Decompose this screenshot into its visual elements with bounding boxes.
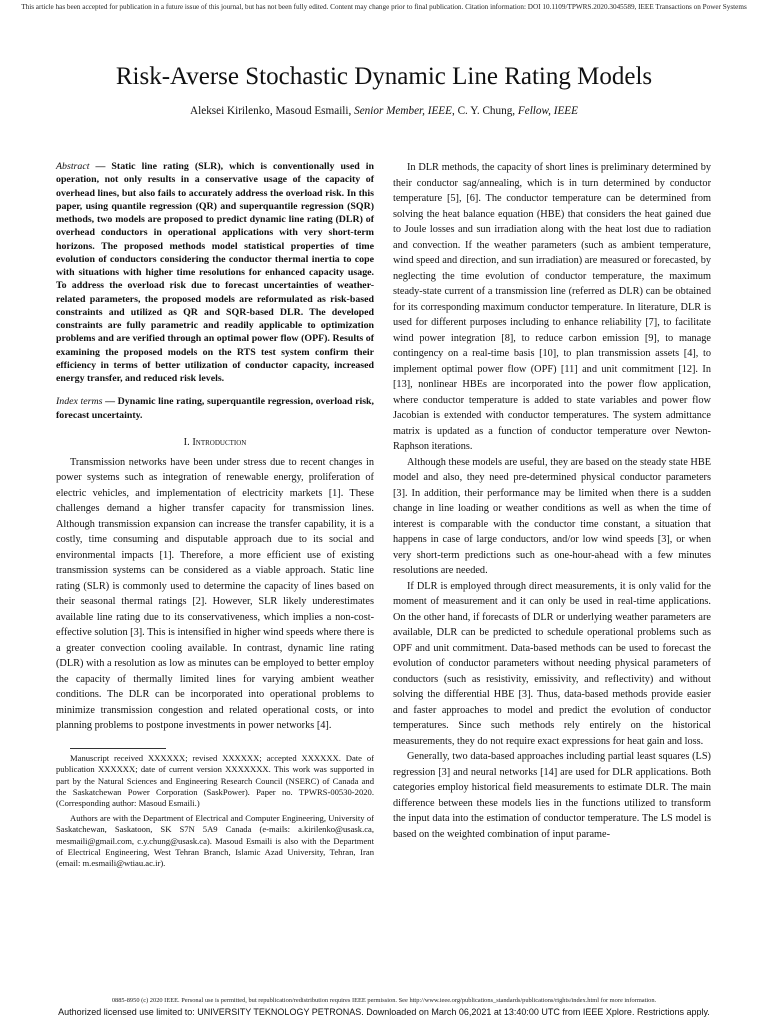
author-names-2: , C. Y. Chung, [451,105,518,117]
index-terms [56,395,374,422]
index-terms-text: — Dynamic line rating, superquantile regression, overload risk, forecast uncertainty. [56,396,375,421]
paper-title: Risk-Averse Stochastic Dynamic Line Rating Models [115,63,653,90]
author-line [0,104,768,118]
license-notice: Authorized licensed use limited to: UNIVERSITY TEKNOLOGY PETRONAS. Downloaded on March 06,2021 at 13:40:00 UTC from IEEE Xplore. Restrictions apply. [58,1007,710,1017]
right-column [393,160,711,842]
copyright-notice: 0885-8950 (c) 2020 IEEE. Personal use is permitted, but republication/redistribution requires IEEE permission. See http://www.ieee.org/publications_standards/publications/rights/index.html for more information. [111,997,657,1004]
paragraph: In DLR methods, the capacity of short lines is preliminary determined by their conductor sag/annealing, which is in turn determined by conductor temperature [5], [6]. The conductor temperature can be determined from solving the heat balance equation (HBE) that considers the heat gained due to Joule losses and sun irradiation along with the heat lost due to radiation and convection. If the weather parameters (such as ambient temperature, wind speed and direction, and sun irradiation) are measured or forecasted, by neglecting the time evolution of conductor temperature, the maximum steady-state current of a transmission line (referred as DLR) can be obtained for its corresponding maximum conductor temperature. In literature, DLR is used for different purposes including to enhance reliability [7], to facilitate wind power integration [8], to reduce carbon emission [9], to manage contingency on a real-time basis [10], to plan transmission assets [4], to implement optimal power flow (OPF) [11] and unit commitment [12]. In [13], nonlinear HBEs are incorporated into the power flow application, where conductor temperature is added to state variables and power flow Jacobian is extended with conductor temperatures. The system admittance matrix is updated as a function of conductor temperature over Newton-Raphson iterations. [393,162,711,452]
section-heading-introduction [56,436,374,449]
journal-notice: This article has been accepted for publication in a future issue of this journal, but has not been fully edited. Content may change prior to final publication. Citation information: DOI 10.1109/TPWRS.2020.3045589, IEEE Transactions on Power Systems [21,3,747,11]
paragraph: Transmission networks have been under stress due to recent changes in power systems such as integration of renewable energy, proliferation of electric vehicles, and implementation of electricity markets [1]. These challenges demand a higher transfer capacity for transmission lines. Although transmission expansion can increase the transfer capability, it is a costly, time consuming and disputable approach due to its social and environmental impacts [1]. Therefore, a more efficient use of existing transmission systems can be considered as a viable approach. Static line rating (SLR) is commonly used to determine the capacity of lines based on their seasonal thermal ratings [2]. However, SLR likely underestimates available line rating due to its conservativeness, which implies a non-cost-effective solution [3]. This is intensified in higher wind speeds where there is a greater convection cooling available. In contrast, dynamic line rating (DLR) with a resolution as low as minutes can be employed to better employ the capacity of thermally limited lines for varying ambient weather conditions. The DLR can be incorporated into operational problems to minimize transmission congestion and related operational costs, or into planning problems to postpone investments in power networks [4]. [56,456,374,732]
author-names-1: Aleksei Kirilenko, Masoud Esmaili, [190,105,355,117]
paragraph: If DLR is employed through direct measurements, it is only valid for the moment of measurement and it can only be used in real-time applications. On the other hand, if forecasts of DLR or underlying weather parameters are available, DLR can be predicted to schedule operational problems such as OPF and unit commitment. Data-based methods can be used to forecast the evolution of conductor parameters without needing physical parameters of conductors (such as resistivity, emissivity, and reflectivity) and without solving the differential HBE [3]. Thus, data-based methods provide easier and faster approaches to model and predict the evolution of conductor temperatures. Since such methods rely entirely on the historical measurements, they do not require exact expressions for heat gain and loss. [393,580,711,747]
footnote-manuscript: Manuscript received XXXXXX; revised XXXXXX; accepted XXXXXX. Date of publication XXXXXX; date of current version XXXXXXX. This work was supported in part by the Natural Sciences and Engineering Research Council (NSERC) of Canada and the Saskatchewan Power Corporation (SaskPower). Paper no. TPWRS-00530-2020. (Corresponding author: Masoud Esmaili.) [56,752,374,809]
left-column [56,160,374,873]
index-terms-label: Index terms [56,396,103,408]
abstract-text: — Static line rating (SLR), which is conventionally used in operation, not only results in a conservative usage of the capacity of overhead lines, but also fails to accurately address the overload risk. In this paper, using quantile regression (QR) and superquantile regression (SQR) methods, two models are proposed to predict dynamic line rating (DLR) of overhead conductors in operational applications with very short-term horizons. The proposed methods model statistical properties of time evolution of conductors considering the conductor thermal inertia to cope with situations with higher time resolutions for enhanced capacity usage. To address the overload risk due to forecast uncertainties of weather-related parameters, the proposed models are reformulated as risk-based constraints and utilized as QR and SQR-based DLR. The developed constraints are fully parametric and readily applicable to optimization problems and are verified through an optimal power flow (OPF). Results of examining the proposed models on the RTS test system confirm their efficiency in terms of better utilization of conductor capacity, increased energy transfer, and reduced risk levels. [56,161,374,384]
footnote-affiliations: Authors are with the Department of Electrical and Computer Engineering, University of Saskatchewan, Saskatoon, SK S7N 5A9 Canada (e-mails: a.kirilenko@usask.ca, mesmaili@gmail.com, c.y.chung@usask.ca). Masoud Esmaili is also with the Department of Electrical Engineering, West Tehran Branch, Islamic Azad University, Tehran, Iran (email: m.esmaili@wtiau.ac.ir). [56,812,374,869]
abstract-label: Abstract [56,161,90,172]
section-title: Introduction [192,436,247,448]
footnote-divider [70,748,166,749]
author-role-1: Senior Member, IEEE [354,105,452,117]
abstract [56,160,374,385]
author-role-2: Fellow, IEEE [517,105,578,117]
paragraph: Generally, two data-based approaches including partial least squares (LS) regression [3] and neural networks [14] are used for DLR applications. Both categories employ historical field measurements to estimate DLR. The main difference between these models lies in the functions utilized to transform the input data into the estimation of conductor temperature. The LS model is based on the weighted combination of input parame- [393,751,711,840]
paragraph: Although these models are useful, they are based on the steady state HBE model and also, they need pre-determined physical conductor parameters [3]. In addition, their performance may be limited when there is a sudden change in line loading or weather conditions as well as when the time of interest is comparable with the conductor time constant, a situation that happens in case of large conductors, and/or low wind speeds [3], or when very short-term predictions such as one-hour-ahead with a few minutes resolutions are needed. [393,456,711,576]
section-number: I. [183,436,193,448]
